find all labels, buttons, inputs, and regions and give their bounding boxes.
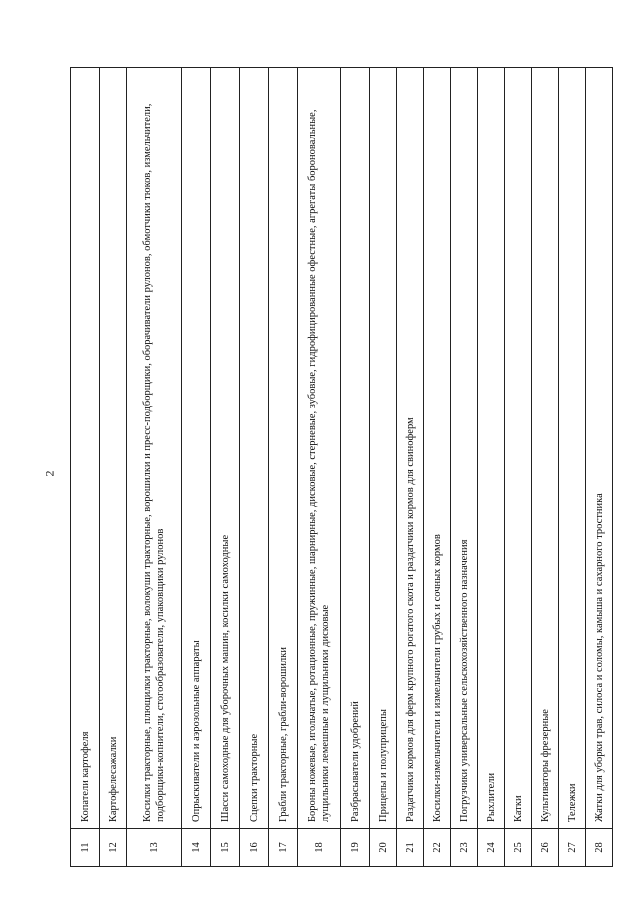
table-row <box>71 68 100 867</box>
row-text: Жатки для уборки трав, силоса и соломы, камыша и сахарного тростника <box>586 68 613 829</box>
row-text: Разбрасыватели удобрений <box>341 68 370 829</box>
row-number: 17 <box>269 829 298 867</box>
row-number: 12 <box>100 829 127 867</box>
row-text: Сцепки тракторные <box>240 68 269 829</box>
table-row <box>397 68 424 867</box>
table-row <box>370 68 397 867</box>
row-number: 28 <box>586 829 613 867</box>
table-row <box>240 68 269 867</box>
table-row <box>182 68 211 867</box>
table-row <box>505 68 532 867</box>
table-row <box>211 68 240 867</box>
row-text: Косилки тракторные, плющилки тракторные, волокуши тракторные, ворошилки и пресс-подборщики, оборачиватели рулонов, обмотчики тюков, измельчители, подборщики-копнители, стогообразователи, упаковщики рулонов <box>127 68 182 829</box>
table-row <box>100 68 127 867</box>
table-row <box>586 68 613 867</box>
table-row <box>127 68 182 867</box>
table-row <box>341 68 370 867</box>
row-text: Рыхлители <box>478 68 505 829</box>
equipment-table <box>70 67 613 867</box>
table-row <box>559 68 586 867</box>
table-row <box>424 68 451 867</box>
page-number: 2 <box>42 470 57 477</box>
row-number: 16 <box>240 829 269 867</box>
row-text: Грабли тракторные, грабли-ворошилки <box>269 68 298 829</box>
table-row <box>451 68 478 867</box>
row-text: Картофелесажалки <box>100 68 127 829</box>
row-text: Шасси самоходные для уборочных машин, косилки самоходные <box>211 68 240 829</box>
row-number: 11 <box>71 829 100 867</box>
row-number: 24 <box>478 829 505 867</box>
table-row <box>269 68 298 867</box>
row-number: 21 <box>397 829 424 867</box>
row-text: Погрузчики универсальные сельскохозяйственного назначения <box>451 68 478 829</box>
row-number: 15 <box>211 829 240 867</box>
row-number: 13 <box>127 829 182 867</box>
row-number: 27 <box>559 829 586 867</box>
row-text: Бороны ножевые, игольчатые, ротационные, пружинные, шарнирные, дисковые, стерневые, зубовые, гидрофицированные офестные, агрегаты бороновальные, лущильники лемешные и лущильники дисковые <box>298 68 341 829</box>
row-text: Катки <box>505 68 532 829</box>
row-number: 19 <box>341 829 370 867</box>
row-number: 20 <box>370 829 397 867</box>
row-text: Копатели картофеля <box>71 68 100 829</box>
row-text: Прицепы и полуприцепы <box>370 68 397 829</box>
row-number: 22 <box>424 829 451 867</box>
row-text: Культиваторы фрезерные <box>532 68 559 829</box>
table-row <box>478 68 505 867</box>
row-number: 14 <box>182 829 211 867</box>
table-row <box>532 68 559 867</box>
row-text: Опрыскиватели и аэрозольные аппараты <box>182 68 211 829</box>
row-text: Тележки <box>559 68 586 829</box>
row-number: 18 <box>298 829 341 867</box>
row-text: Косилки-измельчители и измельчители грубых и сочных кормов <box>424 68 451 829</box>
row-number: 23 <box>451 829 478 867</box>
table-row <box>298 68 341 867</box>
row-number: 25 <box>505 829 532 867</box>
row-number: 26 <box>532 829 559 867</box>
row-text: Раздатчики кормов для ферм крупного рогатого скота и раздатчики кормов для свиноферм <box>397 68 424 829</box>
equipment-table-container <box>70 67 605 867</box>
